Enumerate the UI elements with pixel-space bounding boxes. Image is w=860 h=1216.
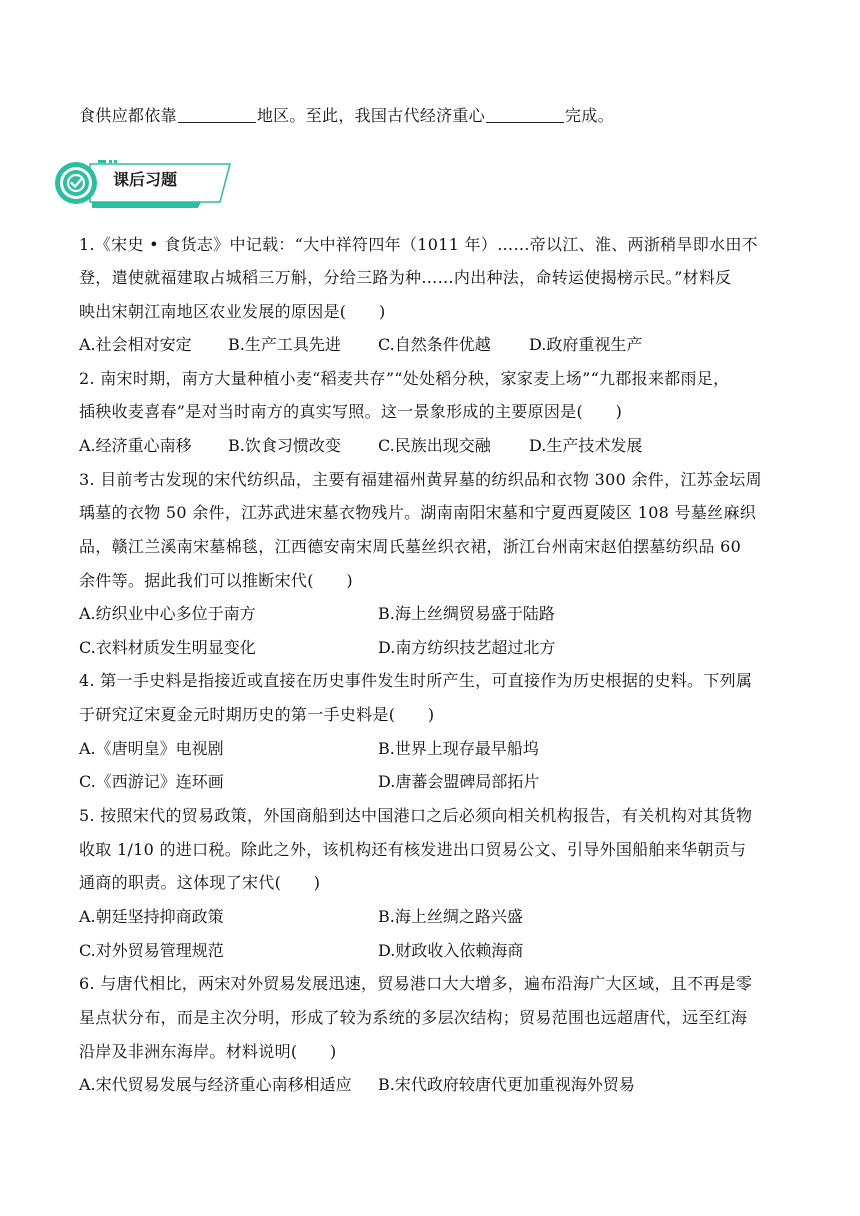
intro-text-before: 食供应都依靠 [79, 106, 177, 125]
question-4-option-a[interactable]: A.《唐明皇》电视剧 [79, 739, 224, 758]
question-5-line-1: 5. 按照宋代的贸易政策，外国商船到达中国港口之后必须向相关机构报告，有关机构对其货物 [79, 806, 753, 825]
question-3-option-b[interactable]: B.海上丝绸贸易盛于陆路 [378, 604, 555, 623]
question-2-option-c[interactable]: C.民族出现交融 [378, 436, 491, 455]
question-1-line-3: 映出宋朝江南地区农业发展的原因是( ) [79, 302, 386, 321]
question-2-line-2: 插秧收麦喜春”是对当时南方的真实写照。这一景象形成的主要原因是( ) [79, 402, 623, 421]
question-4-option-b[interactable]: B.世界上现存最早船坞 [378, 739, 539, 758]
question-3-line-2: 瑀墓的衣物 50 余件，江苏武进宋墓衣物残片。湖南南阳宋墓和宁夏西夏陵区 108 号墓丝麻织 [79, 503, 757, 522]
intro-text-middle: 地区。至此，我国古代经济重心 [256, 106, 486, 125]
question-5-option-d[interactable]: D.财政收入依赖海商 [378, 941, 524, 960]
answer-blank-1[interactable] [178, 106, 256, 123]
question-1-option-b[interactable]: B.生产工具先进 [228, 335, 341, 354]
question-5-option-b[interactable]: B.海上丝绸之路兴盛 [378, 907, 523, 926]
question-6-line-1: 6. 与唐代相比，两宋对外贸易发展迅速，贸易港口大大增多，遍布沿海广大区域，且不再是零 [79, 974, 753, 993]
question-2-option-d[interactable]: D.生产技术发展 [529, 436, 643, 455]
question-6-line-3: 沿岸及非洲东海岸。材料说明( ) [79, 1042, 337, 1061]
question-1-line-1: 1.《宋史 • 食货志》中记载：“大中祥符四年（1011 年）……帝以江、淮、两浙稍旱即水田不 [79, 235, 758, 254]
question-1-option-c[interactable]: C.自然条件优越 [378, 335, 491, 354]
question-5-line-2: 收取 1/10 的进口税。除此之外，该机构还有核发进出口贸易公文、引导外国船舶来华朝贡与 [79, 840, 747, 859]
question-3-option-d[interactable]: D.南方纺织技艺超过北方 [378, 638, 556, 657]
question-3-option-c[interactable]: C.衣料材质发生明显变化 [79, 638, 256, 657]
question-2-option-b[interactable]: B.饮食习惯改变 [228, 436, 341, 455]
section-title: 课后习题 [113, 170, 178, 189]
question-6-option-b[interactable]: B.宋代政府较唐代更加重视海外贸易 [378, 1075, 635, 1094]
question-1-option-a[interactable]: A.社会相对安定 [79, 335, 192, 354]
question-4-line-1: 4. 第一手史料是指接近或直接在历史事件发生时所产生，可直接作为历史根据的史料。下列属 [79, 671, 753, 690]
question-4-option-c[interactable]: C.《西游记》连环画 [79, 772, 224, 791]
question-5-option-c[interactable]: C.对外贸易管理规范 [79, 941, 224, 960]
question-1-line-2: 登，遣使就福建取占城稻三万斛，分给三路为种……内出种法，命转运使揭榜示民。”材料反 [79, 268, 732, 287]
intro-fill-blank-line [79, 104, 781, 128]
question-2-option-a[interactable]: A.经济重心南移 [79, 436, 192, 455]
question-4-option-d[interactable]: D.唐蕃会盟碑局部拓片 [378, 772, 540, 791]
answer-blank-2[interactable] [486, 106, 564, 123]
question-1-option-d[interactable]: D.政府重视生产 [529, 335, 643, 354]
question-3-line-3: 品，赣江兰溪南宋墓棉毯，江西德安南宋周氏墓丝织衣裙，浙江台州南宋赵伯摆墓纺织品 60 [79, 537, 742, 556]
question-4-line-2: 于研究辽宋夏金元时期历史的第一手史料是( ) [79, 705, 435, 724]
question-3-option-a[interactable]: A.纺织业中心多位于南方 [79, 604, 256, 623]
question-3-line-4: 余件等。据此我们可以推断宋代( ) [79, 571, 353, 590]
question-2-line-1: 2. 南宋时期，南方大量种植小麦“稻麦共存”“处处稻分秧，家家麦上场”“九郡报来都雨足， [79, 369, 730, 388]
question-3-line-1: 3. 目前考古发现的宋代纺织品，主要有福建福州黄昇墓的纺织品和衣物 300 余件，江苏金坛周 [79, 470, 762, 489]
question-5-option-a[interactable]: A.朝廷坚持抑商政策 [79, 907, 224, 926]
intro-text-after: 完成。 [565, 106, 614, 125]
question-5-line-3: 通商的职责。这体现了宋代( ) [79, 873, 321, 892]
question-6-option-a[interactable]: A.宋代贸易发展与经济重心南移相适应 [79, 1075, 352, 1094]
question-6-line-2: 星点状分布，而是主次分明，形成了较为系统的多层次结构；贸易范围也远超唐代，远至红海 [79, 1008, 748, 1027]
